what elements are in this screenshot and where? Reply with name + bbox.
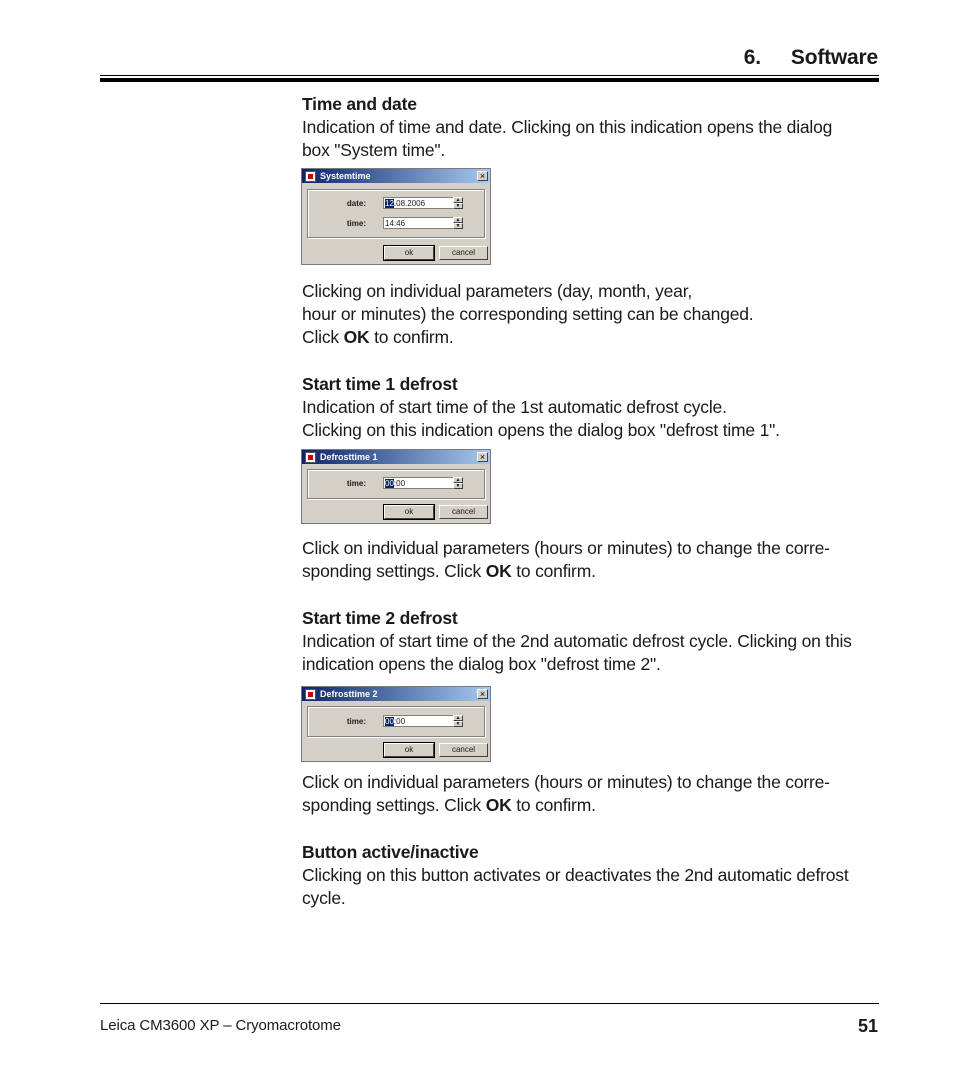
ok-button[interactable]: ok (384, 743, 434, 757)
time-label: time: (346, 717, 366, 726)
defrost2-intro-1: Indication of start time of the 2nd automatic defrost cycle. Clicking on this (302, 631, 852, 651)
time-date-after (302, 280, 882, 349)
section-title: Software (790, 46, 878, 69)
time-date-after-2: hour or minutes) the corresponding setting can be changed. (302, 304, 754, 324)
dialog-title: Defrosttime 1 (320, 452, 378, 462)
header-rule-thick (100, 78, 879, 82)
spin-down-icon[interactable]: ▼ (453, 203, 463, 209)
app-icon (305, 689, 316, 700)
ok-button[interactable]: ok (384, 505, 434, 519)
cancel-button[interactable]: cancel (439, 505, 488, 519)
dialog-title: Defrosttime 2 (320, 689, 378, 699)
defrost2-heading: Start time 2 defrost (302, 608, 458, 628)
close-icon[interactable]: × (477, 171, 488, 181)
spin-up-icon[interactable]: ▲ (453, 715, 463, 721)
section-header (744, 46, 878, 70)
time-rest: :00 (393, 479, 406, 488)
footer-product: Leica CM3600 XP – Cryomacrotome (100, 1017, 341, 1034)
time-label: time: (346, 479, 366, 488)
footer-rule (100, 1003, 879, 1004)
text-run: to confirm. (369, 327, 454, 347)
time-spinner[interactable] (453, 715, 463, 727)
button-heading: Button active/inactive (302, 842, 479, 862)
defrost2-dialog (301, 686, 491, 762)
app-icon (305, 171, 316, 182)
defrost1-after-1: Click on individual parameters (hours or minutes) to change the corre- (302, 538, 830, 558)
page-number: 51 (857, 1016, 878, 1036)
time-field[interactable]: 14:46 (383, 217, 463, 229)
defrost1-group (307, 469, 485, 499)
time-date-after-3 (302, 326, 882, 349)
defrost1-section (302, 373, 882, 442)
section-number: 6. (743, 46, 761, 69)
defrost1-after (302, 537, 882, 583)
defrost2-after (302, 771, 882, 817)
button-text-1: Clicking on this button activates or deactivates the 2nd automatic defrost (302, 865, 849, 885)
dialog-title: Systemtime (320, 171, 371, 181)
text-run: sponding settings. Click (302, 795, 486, 815)
spin-down-icon[interactable]: ▼ (453, 721, 463, 727)
close-icon[interactable]: × (477, 689, 488, 699)
defrost2-section (302, 607, 882, 676)
dialog-titlebar (302, 687, 490, 701)
ok-emphasis: OK (485, 795, 512, 815)
cancel-button[interactable]: cancel (439, 246, 488, 260)
text-run: to confirm. (511, 561, 596, 581)
defrost2-intro-2: indication opens the dialog box "defrost time 2". (302, 654, 661, 674)
time-spinner[interactable] (453, 477, 463, 489)
spin-up-icon[interactable]: ▲ (453, 197, 463, 203)
time-spinner[interactable] (453, 217, 463, 229)
text-run: Click (302, 327, 344, 347)
app-icon (305, 452, 316, 463)
ok-emphasis: OK (485, 561, 512, 581)
systemtime-group (307, 189, 485, 238)
text-run: to confirm. (511, 795, 596, 815)
defrost1-intro-2: Clicking on this indication opens the dialog box "defrost time 1". (302, 420, 780, 440)
time-rest: :00 (393, 717, 406, 726)
defrost1-heading: Start time 1 defrost (302, 374, 458, 394)
time-field[interactable] (383, 477, 463, 489)
text-run: sponding settings. Click (302, 561, 486, 581)
time-field[interactable] (383, 715, 463, 727)
time-label: time: (346, 219, 366, 228)
date-label: date: (346, 199, 366, 208)
cancel-button[interactable]: cancel (439, 743, 488, 757)
date-rest: .08.2006 (393, 199, 426, 208)
button-text-2: cycle. (302, 888, 346, 908)
defrost1-after-2 (302, 560, 882, 583)
defrost1-intro-1: Indication of start time of the 1st automatic defrost cycle. (302, 397, 727, 417)
close-icon[interactable]: × (477, 452, 488, 462)
date-spinner[interactable] (453, 197, 463, 209)
time-date-intro-1: Indication of time and date. Clicking on this indication opens the dialog (302, 117, 833, 137)
dialog-titlebar (302, 169, 490, 183)
defrost2-after-2 (302, 794, 882, 817)
date-field[interactable] (383, 197, 463, 209)
defrost1-dialog (301, 449, 491, 524)
ok-emphasis: OK (343, 327, 370, 347)
date-day-selection[interactable]: 12 (385, 199, 394, 208)
ok-button[interactable]: ok (384, 246, 434, 260)
time-hour-selection[interactable]: 00 (385, 479, 394, 488)
time-date-heading: Time and date (302, 94, 417, 114)
spin-up-icon[interactable]: ▲ (453, 217, 463, 223)
time-date-after-1: Clicking on individual parameters (day, month, year, (302, 281, 693, 301)
button-section (302, 841, 882, 910)
time-hour-selection[interactable]: 00 (385, 717, 394, 726)
spin-up-icon[interactable]: ▲ (453, 477, 463, 483)
defrost2-group (307, 706, 485, 737)
dialog-titlebar (302, 450, 490, 464)
time-date-intro-2: box "System time". (302, 140, 446, 160)
systemtime-dialog (301, 168, 491, 265)
defrost2-after-1: Click on individual parameters (hours or minutes) to change the corre- (302, 772, 830, 792)
time-date-section (302, 93, 882, 162)
spin-down-icon[interactable]: ▼ (453, 223, 463, 229)
spin-down-icon[interactable]: ▼ (453, 483, 463, 489)
header-rule-thin (100, 75, 879, 76)
